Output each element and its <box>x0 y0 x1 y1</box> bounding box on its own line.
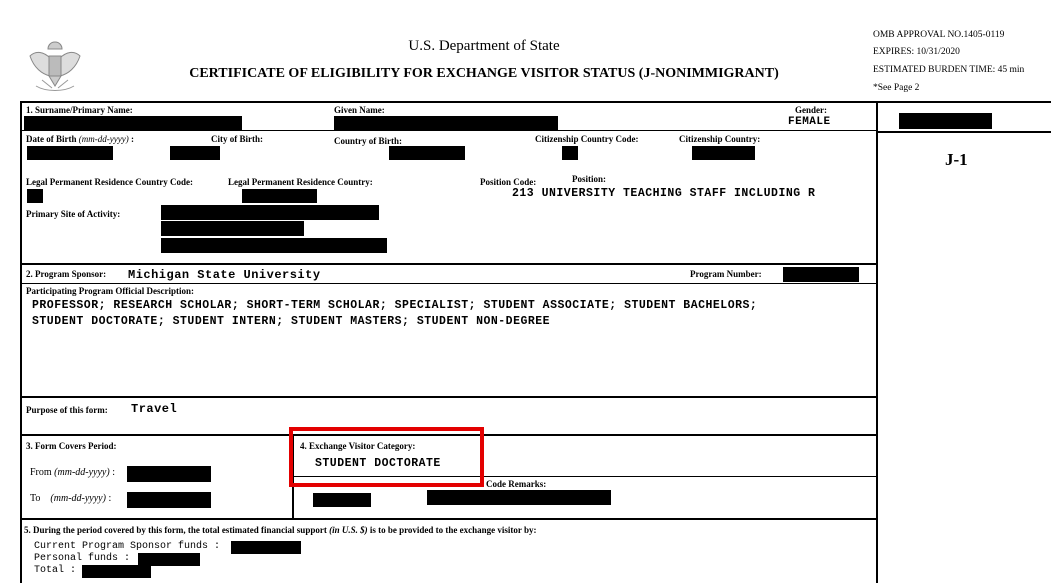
given-name-redacted <box>334 116 558 130</box>
total-funds-redacted <box>82 565 151 578</box>
from-date-label: From (mm-dd-yyyy) : <box>30 467 115 478</box>
form-left-border <box>20 101 22 583</box>
main-column-divider <box>876 101 878 583</box>
program-description-line2: STUDENT DOCTORATE; STUDENT INTERN; STUDENT MASTERS; STUDENT NON-DEGREE <box>32 315 551 328</box>
position-label: Position: <box>572 174 607 184</box>
program-sponsor-value: Michigan State University <box>128 268 321 282</box>
primary-site-label: Primary Site of Activity: <box>26 209 121 219</box>
form-top-border <box>20 101 1051 103</box>
primary-site-line2-redacted <box>161 221 304 236</box>
surname-label: 1. Surname/Primary Name: <box>26 105 133 115</box>
program-description-label: Participating Program Official Description: <box>26 286 195 296</box>
category-code-redacted <box>313 493 371 507</box>
sevis-id-redacted <box>899 113 992 129</box>
purpose-divider <box>20 396 877 398</box>
gender-label: Gender: <box>795 105 827 115</box>
program-description-line1: PROFESSOR; RESEARCH SCHOLAR; SHORT-TERM SCHOLAR; SPECIALIST; STUDENT ASSOCIATE; STUDENT BACHELORS; <box>32 299 758 312</box>
purpose-value: Travel <box>131 402 178 416</box>
citizenship-country-label: Citizenship Country: <box>679 134 761 144</box>
given-name-label: Given Name: <box>334 105 385 115</box>
section2-divider <box>20 263 877 265</box>
city-of-birth-label: City of Birth: <box>211 134 263 144</box>
highlight-box <box>289 427 484 487</box>
total-funds-label: Total : <box>34 565 77 576</box>
position-value: 213 UNIVERSITY TEACHING STAFF INCLUDING R <box>512 187 816 200</box>
sponsor-funds-label: Current Program Sponsor funds : <box>34 541 221 552</box>
city-of-birth-redacted <box>170 146 220 160</box>
form-period-label: 3. Form Covers Period: <box>26 441 117 451</box>
primary-site-line1-redacted <box>161 205 379 220</box>
surname-redacted <box>24 116 242 130</box>
row-separator <box>20 130 877 131</box>
citizenship-code-label: Citizenship Country Code: <box>535 134 639 144</box>
country-of-birth-label: Country of Birth: <box>334 136 402 146</box>
purpose-label: Purpose of this form: <box>26 405 108 415</box>
personal-funds-label: Personal funds : <box>34 553 131 564</box>
program-sponsor-label: 2. Program Sponsor: <box>26 269 107 279</box>
form-title: CERTIFICATE OF ELIGIBILITY FOR EXCHANGE VISITOR STATUS (J-NONIMMIGRANT) <box>189 66 779 81</box>
dob-label: Date of Birth (mm-dd-yyyy) : <box>26 134 134 144</box>
omb-approval: OMB APPROVAL NO.1405-0119 <box>873 30 1005 40</box>
primary-site-line3-redacted <box>161 238 387 253</box>
lpr-country-label: Legal Permanent Residence Country: <box>228 177 373 187</box>
citizenship-country-redacted <box>692 146 755 160</box>
right-column-divider <box>876 131 1051 133</box>
to-date-redacted <box>127 492 211 508</box>
lpr-country-code-label: Legal Permanent Residence Country Code: <box>26 177 193 187</box>
from-date-redacted <box>127 466 211 482</box>
code-remarks-label: Code Remarks: <box>486 479 547 489</box>
to-date-label: To (mm-dd-yyyy) : <box>30 493 112 504</box>
dob-redacted <box>27 146 113 160</box>
code-remarks-redacted <box>427 490 611 505</box>
section5-divider <box>20 518 877 520</box>
lpr-country-code-redacted <box>27 189 43 203</box>
citizenship-code-redacted <box>562 146 578 160</box>
row-separator <box>20 283 877 284</box>
position-code-label: Position Code: <box>480 177 537 187</box>
program-number-redacted <box>783 267 859 282</box>
department-name: U.S. Department of State <box>408 38 560 54</box>
see-page-note: *See Page 2 <box>873 83 920 93</box>
expires-date: EXPIRES: 10/31/2020 <box>873 47 960 57</box>
country-of-birth-redacted <box>389 146 465 160</box>
exchange-visitor-category-label: 4. Exchange Visitor Category: <box>300 441 416 451</box>
gender-value: FEMALE <box>788 116 831 128</box>
exchange-visitor-category-value: STUDENT DOCTORATE <box>315 457 441 470</box>
burden-time: ESTIMATED BURDEN TIME: 45 min <box>873 65 1025 75</box>
sponsor-funds-redacted <box>231 541 301 554</box>
financial-support-label: 5. During the period covered by this form, the total estimated financial support (in U.S. $) is to be provided to the exchange visitor by: <box>24 525 537 535</box>
lpr-country-redacted <box>242 189 317 203</box>
visa-type: J-1 <box>945 150 968 169</box>
program-number-label: Program Number: <box>690 269 762 279</box>
